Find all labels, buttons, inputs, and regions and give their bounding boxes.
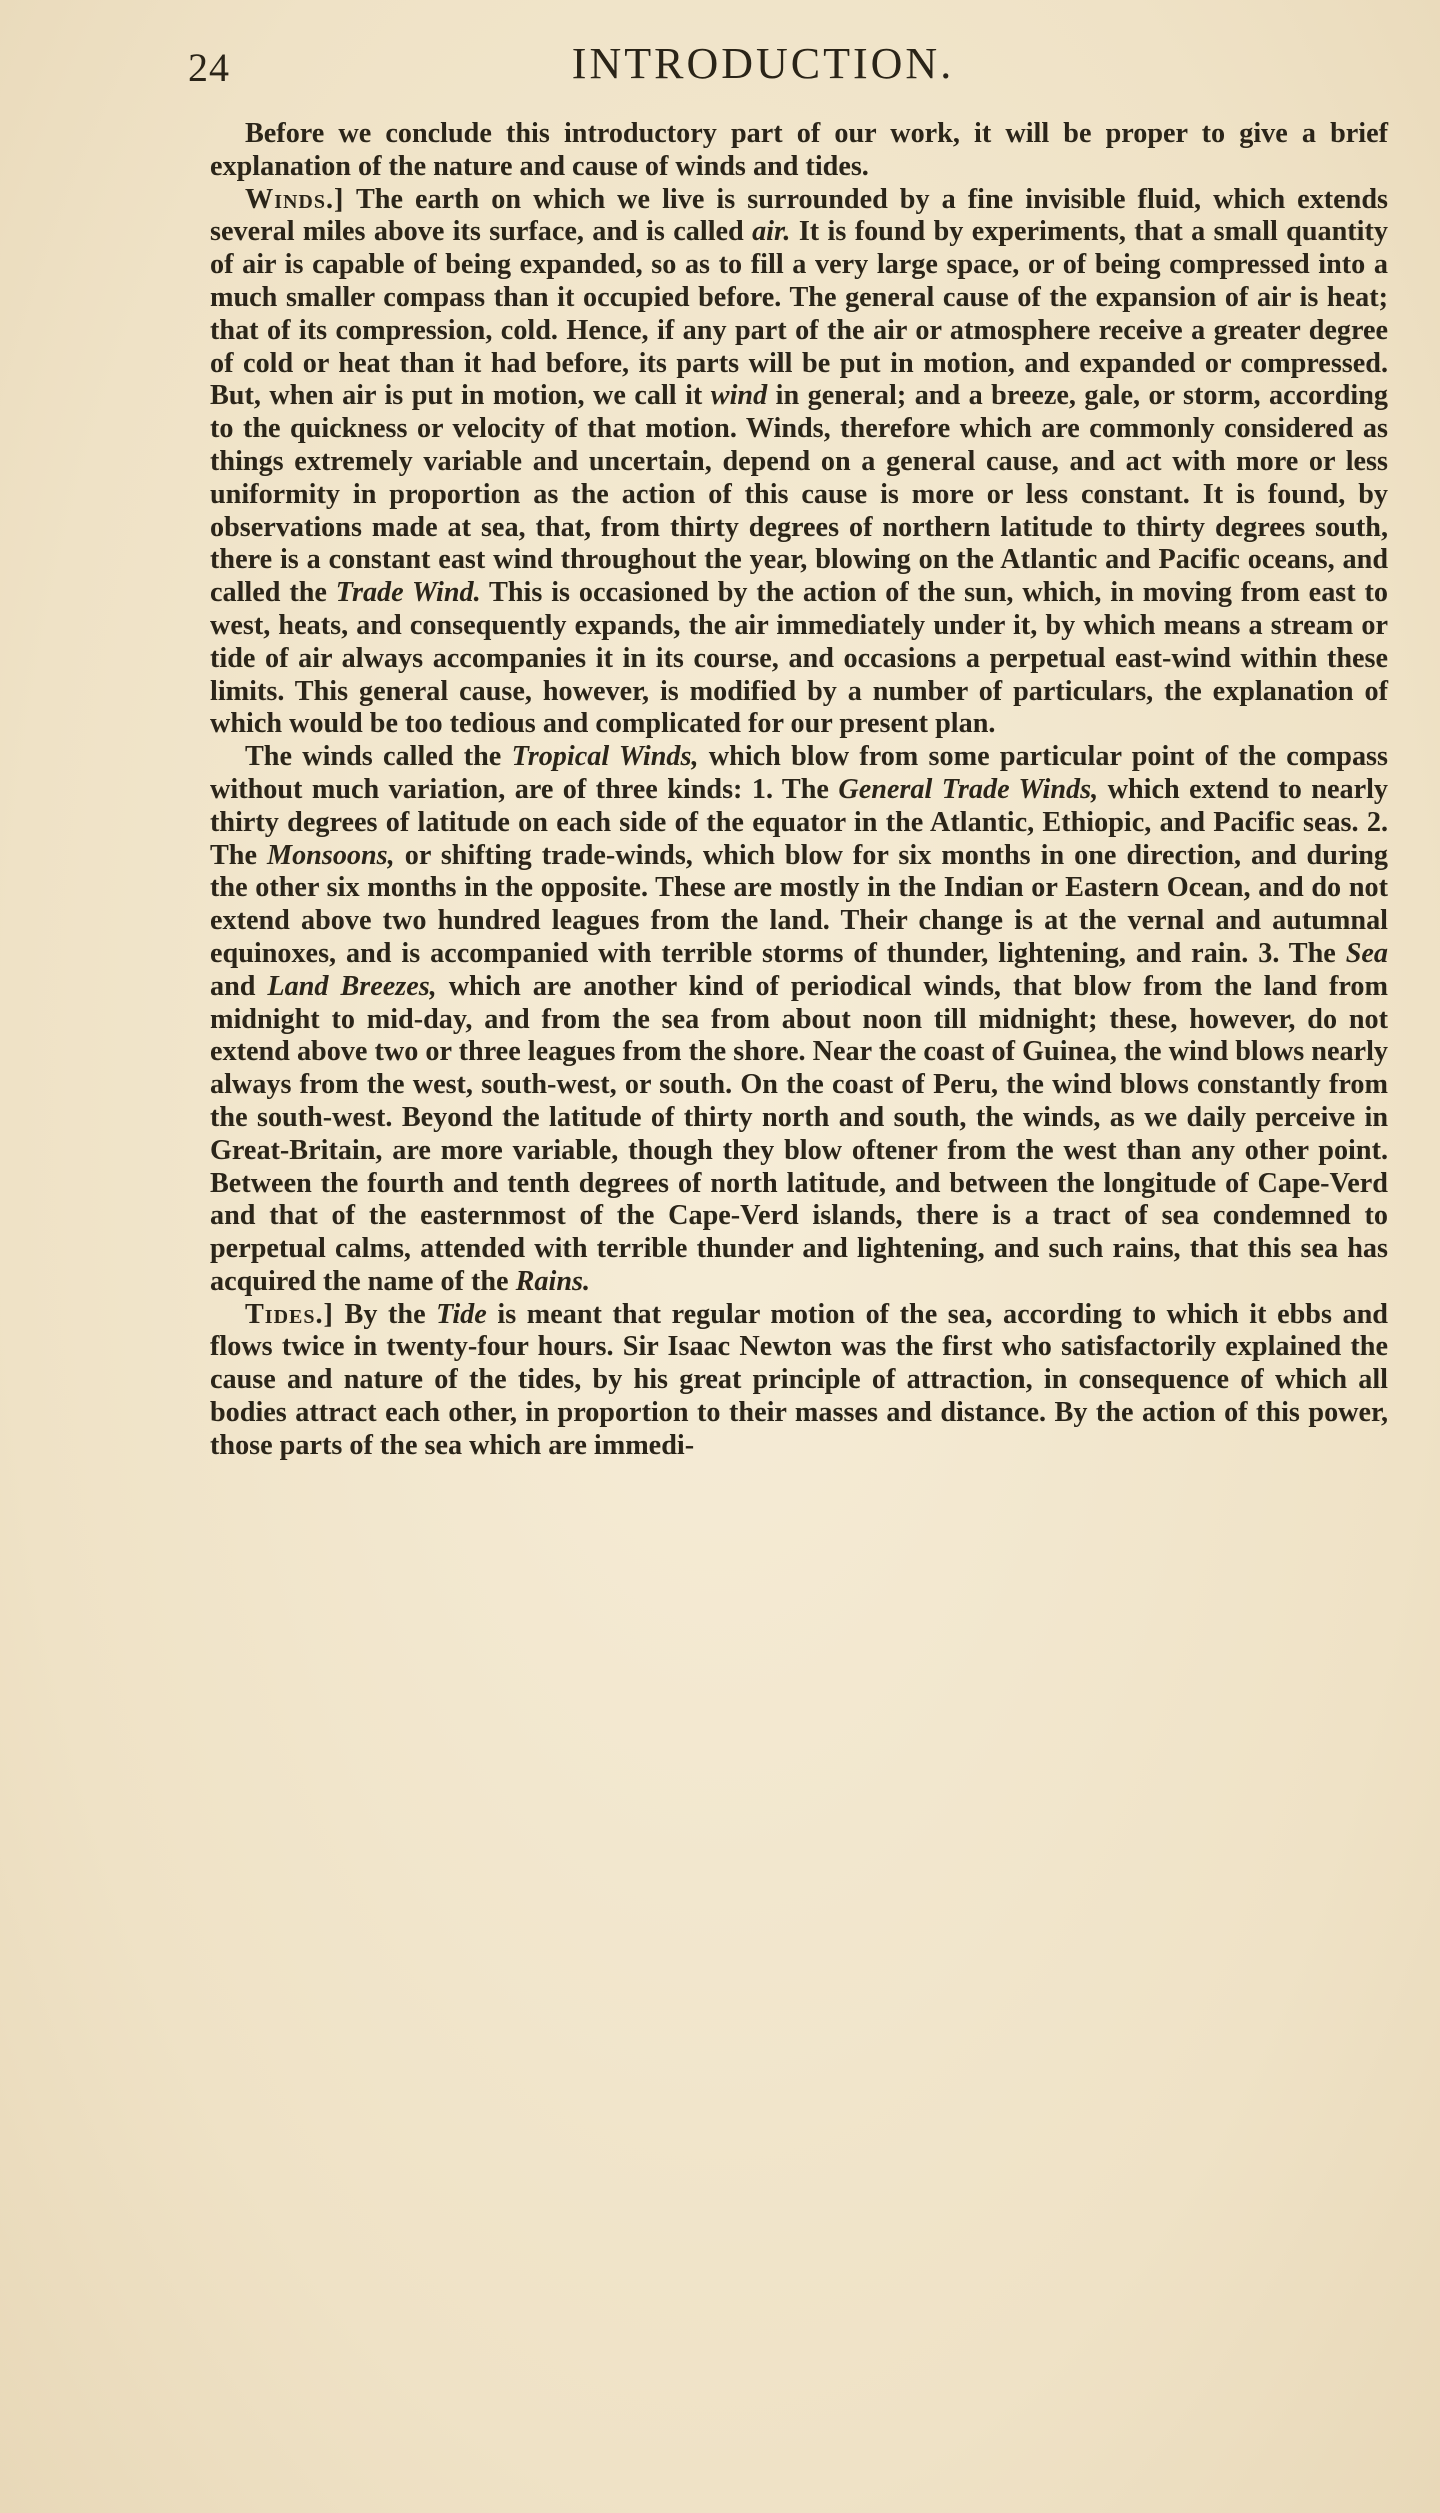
winds-italic-air: air. bbox=[752, 216, 791, 248]
winds-text-2: It is found by experiments, that a small quantity of air is capable of being expanded, so as to fill a very large space, or of being compressed into a much smaller compass than it occupied before. The general cause of the expansion of air is heat; that of its compression, cold. Hence, if any part of the air or atmosphere receive a greater degree of cold or heat than it had before, its parts will be put in motion, and expanded or compressed. But, when air is put in motion, we call it bbox=[210, 216, 1388, 412]
paragraph-intro-text: Before we conclude this introductory part of our work, it will be proper to give a brief explanation of the nature and cause of winds and tides. bbox=[210, 118, 1388, 182]
winds-heading: Winds.] bbox=[245, 183, 345, 215]
paragraph-winds bbox=[210, 184, 1388, 742]
tropical-italic-sea: Sea bbox=[1345, 937, 1388, 969]
body-text bbox=[210, 118, 1388, 1463]
paragraph-tides bbox=[210, 1299, 1388, 1463]
tropical-text-2: which blow from some particular point of the compass without much variation, are of three kinds: 1. The bbox=[210, 741, 1389, 805]
tides-italic-tide: Tide bbox=[436, 1298, 487, 1330]
tropical-text-6: which are another kind of periodical winds, that blow from the land from midnight to mid-day, and from the sea from about noon till midnight; these, however, do not extend above two or three leagues from the shore. Near the coast of Guinea, the wind blows nearly always from the west, south-west, or south. On the coast of Peru, the wind blows constantly from the south-west. Beyond the latitude of thirty north and south, the winds, as we daily perceive in Great-Britain, are more variable, though they blow oftener from the west than any other point. Between the fourth and tenth degrees of north latitude, and between the longitude of Cape-Verd and that of the easternmost of the Cape-Verd islands, there is a tract of sea condemned to perpetual calms, attended with terrible thunder and lightening, and such rains, that this sea has acquired the name of the bbox=[210, 970, 1388, 1297]
tropical-italic-tropical-winds: Tropical Winds, bbox=[511, 741, 699, 773]
page-header bbox=[188, 38, 1338, 108]
tides-heading: Tides.] bbox=[245, 1298, 334, 1330]
winds-italic-wind: wind bbox=[710, 380, 768, 412]
tropical-text-5: and bbox=[210, 970, 268, 1002]
tropical-text-4: or shifting trade-winds, which blow for six months in one direction, and during the other six months in the opposite. These are mostly in the Indian or Eastern Ocean, and do not extend above two hundred leagues from the land. Their change is at the vernal and autumnal equinoxes, and is accompanied with terrible storms of thunder, lightening, and rain. 3. The bbox=[210, 839, 1388, 969]
winds-text-4: This is occasioned by the action of the sun, which, in moving from east to west, heats, and consequently expands, the air immediately under it, by which means a stream or tide of air always accompanies it in its course, and occasions a perpetual east-wind within these limits. This general cause, however, is modified by a number of particulars, the explanation of which would be too tedious and complicated for our present plan. bbox=[210, 577, 1389, 740]
paragraph-intro bbox=[210, 118, 1388, 184]
paragraph-tropical-winds bbox=[210, 741, 1388, 1299]
tropical-italic-land-breezes: Land Breezes, bbox=[267, 970, 437, 1002]
running-head: INTRODUCTION. bbox=[571, 39, 955, 88]
tropical-italic-general-trade-winds: General Trade Winds, bbox=[838, 773, 1099, 805]
tropical-italic-rains: Rains. bbox=[515, 1265, 591, 1297]
winds-text-1: The earth on which we live is surrounded by a fine invisible fluid, which extends several miles above its surface, and is called bbox=[210, 183, 1388, 248]
tropical-italic-monsoons: Monsoons, bbox=[267, 839, 395, 871]
tides-text-1: By the bbox=[333, 1298, 437, 1330]
tropical-text-3: which extend to nearly thirty degrees of latitude on each side of the equator in the Atlantic, Ethiopic, and Pacific seas. 2. The bbox=[210, 773, 1389, 871]
tropical-text-1: The winds called the bbox=[245, 741, 512, 773]
tides-text-2: is meant that regular motion of the sea, according to which it ebbs and flows twice in twenty-four hours. Sir Isaac Newton was the first who satisfactorily explained the cause and nature of the tides, by his great principle of attraction, in consequence of which all bodies attract each other, in proportion to their masses and distance. By the action of this power, those parts of the sea which are immedi- bbox=[210, 1298, 1388, 1461]
page-number: 24 bbox=[188, 45, 230, 90]
winds-italic-trade-wind: Trade Wind. bbox=[335, 577, 481, 609]
winds-text-3: in general; and a breeze, gale, or storm, according to the quickness or velocity of that motion. Winds, therefore which are commonly considered as things extremely variable and uncertain, depend on a general cause, and act with more or less uniformity in proportion as the action of this cause is more or less constant. It is found, by observations made at sea, that, from thirty degrees of northern latitude to thirty degrees south, there is a constant east wind throughout the year, blowing on the Atlantic and Pacific oceans, and called the bbox=[210, 380, 1388, 609]
